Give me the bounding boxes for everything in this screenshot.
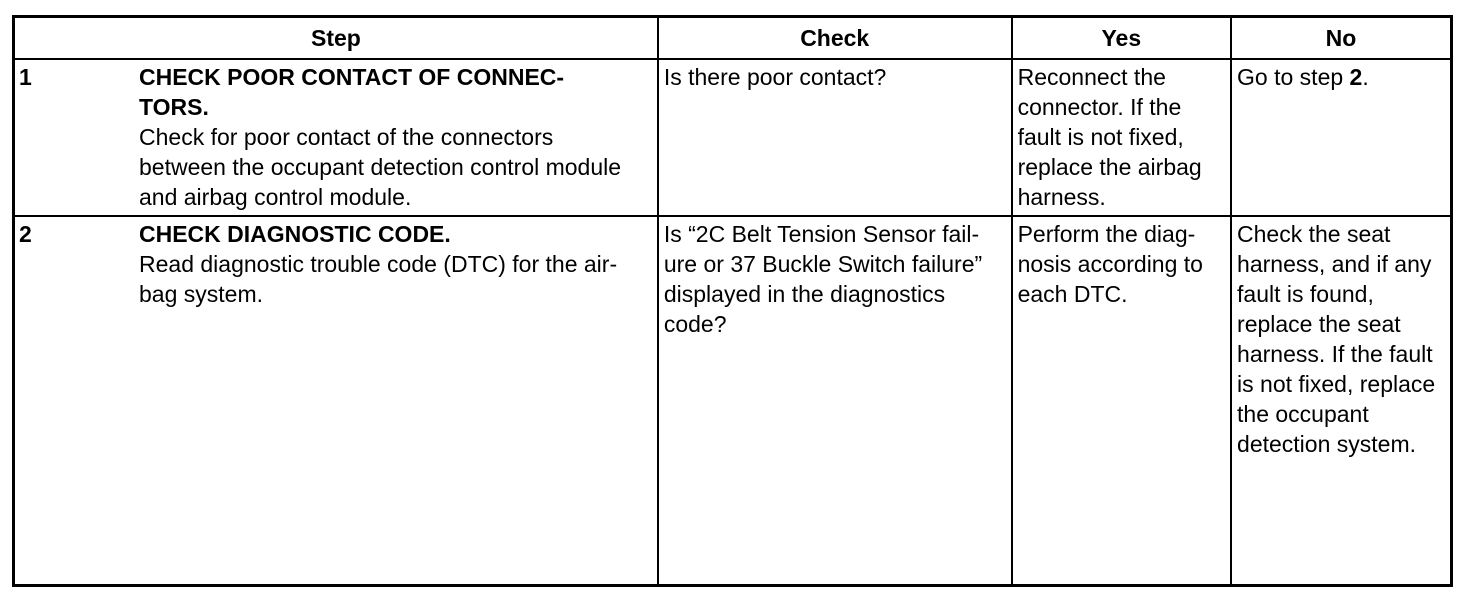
no-text-line: replace the seat [1237, 311, 1401, 337]
yes-text-line: connector. If the [1017, 94, 1182, 120]
no-text-prefix: Go to step [1237, 64, 1350, 90]
no-text-line [1232, 60, 1450, 92]
check-text-line: displayed in the diagnostics [663, 281, 946, 307]
yes-text-line: Reconnect the [1017, 64, 1166, 90]
header-no: No [1231, 17, 1451, 60]
step-body [139, 217, 657, 309]
step-number: 2 [19, 221, 32, 247]
yes-text-line: each DTC. [1017, 281, 1128, 307]
step-cell [14, 216, 658, 586]
no-text-line: the occupant [1237, 401, 1369, 427]
no-text-line: is not fixed, replace [1237, 371, 1436, 397]
no-text-line: harness, and if any [1237, 251, 1432, 277]
header-check: Check [658, 17, 1012, 60]
header-yes: Yes [1012, 17, 1231, 60]
check-text-line: ure or 37 Buckle Switch failure” [663, 251, 983, 277]
no-text-line: detection system. [1237, 431, 1416, 457]
step-title-line: CHECK POOR CONTACT OF CONNEC- [139, 64, 565, 90]
table-row [14, 59, 1452, 216]
step-description-line: Read diagnostic trouble code (DTC) for the air- [139, 251, 618, 277]
step-description-line: bag system. [139, 281, 263, 307]
check-text-line: Is “2C Belt Tension Sensor fail- [663, 221, 980, 247]
yes-text-line: fault is not fixed, [1017, 124, 1184, 150]
no-text-suffix: . [1362, 64, 1369, 90]
step-description-line: Check for poor contact of the connectors [139, 124, 554, 150]
check-text-line: code? [663, 311, 727, 337]
step-number: 1 [19, 64, 32, 90]
no-text-line: Check the seat [1237, 221, 1391, 247]
table-header-row [14, 17, 1452, 60]
yes-text-line: Perform the diag- [1017, 221, 1196, 247]
yes-text-line: harness. [1017, 184, 1106, 210]
step-body [139, 60, 657, 212]
no-cell [1231, 216, 1451, 586]
step-title-line: TORS. [139, 94, 209, 120]
check-text-line: Is there poor contact? [663, 64, 887, 90]
no-cell [1231, 59, 1451, 216]
yes-text-line: nosis according to [1017, 251, 1203, 277]
step-description-line: between the occupant detection control module [139, 154, 622, 180]
no-step-reference: 2 [1349, 64, 1363, 90]
step-title-line: CHECK DIAGNOSTIC CODE. [139, 221, 451, 247]
step-description-line: and airbag control module. [139, 184, 412, 210]
step-cell [14, 59, 658, 216]
no-text-line: fault is found, [1237, 281, 1374, 307]
table-row [14, 216, 1452, 586]
yes-cell [1012, 216, 1231, 586]
diagnostic-procedure-table [12, 15, 1453, 587]
header-step: Step [14, 17, 658, 60]
yes-text-line: replace the airbag [1017, 154, 1202, 180]
check-cell [658, 216, 1012, 586]
yes-cell [1012, 59, 1231, 216]
no-text-line: harness. If the fault [1237, 341, 1433, 367]
check-cell [658, 59, 1012, 216]
